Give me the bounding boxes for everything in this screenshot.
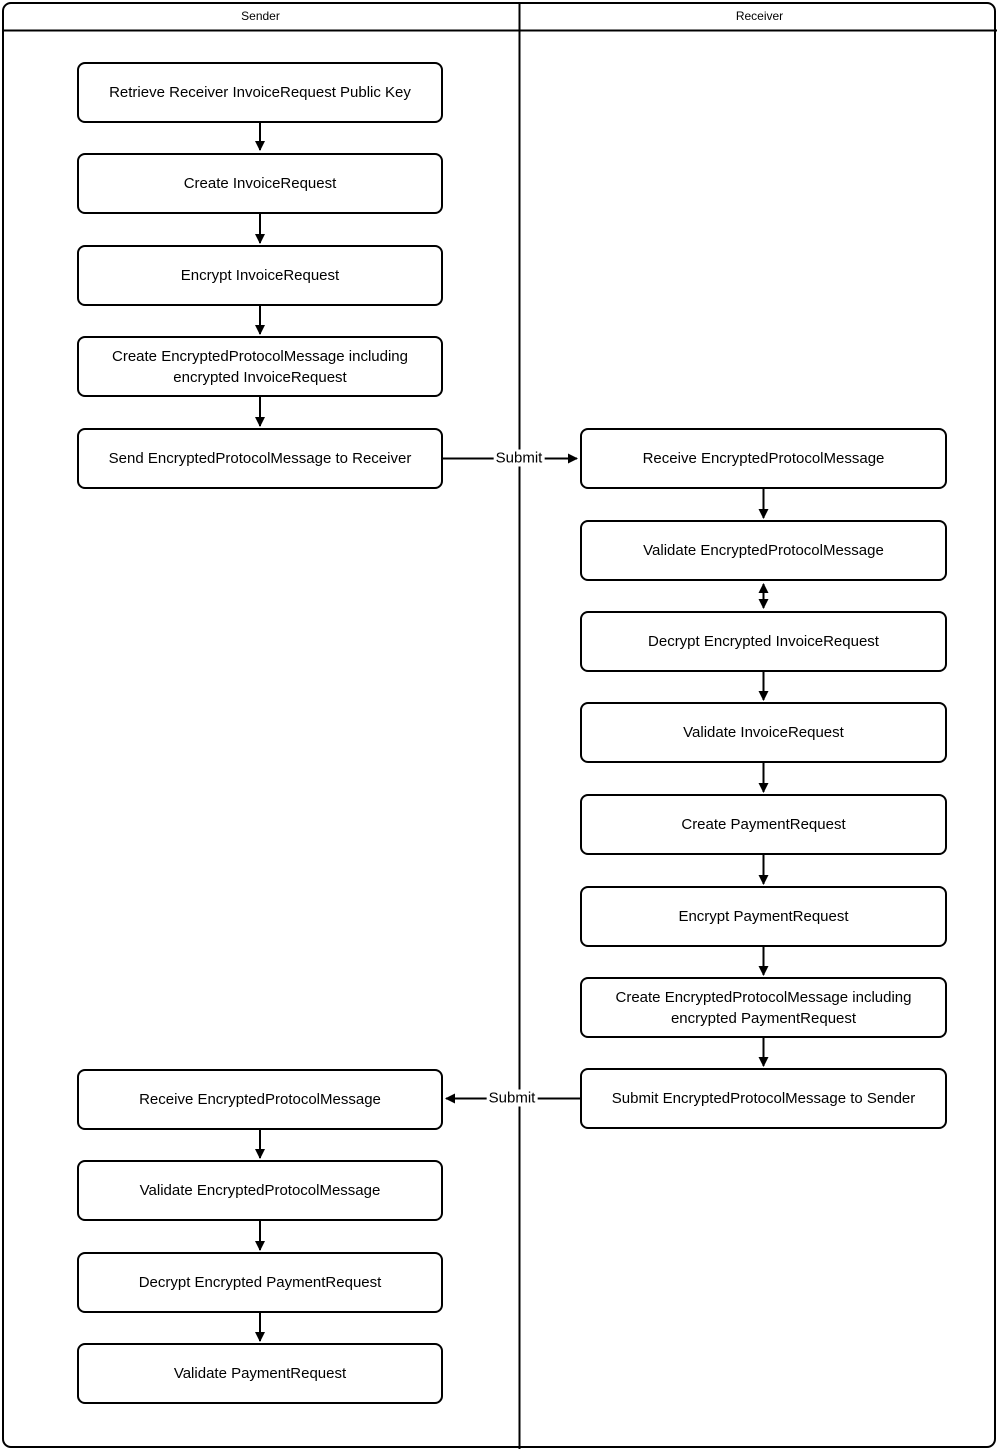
node-sender-validate-encryptedprotocolmessage: Validate EncryptedProtocolMessage <box>77 1160 443 1221</box>
node-decrypt-encrypted-paymentrequest: Decrypt Encrypted PaymentRequest <box>77 1252 443 1313</box>
lane-header-receiver: Receiver <box>735 9 784 23</box>
node-send-encryptedprotocolmessage-to-receiver: Send EncryptedProtocolMessage to Receiver <box>77 428 443 489</box>
lane-header-sender: Sender <box>241 9 280 23</box>
node-receiver-validate-encryptedprotocolmessage: Validate EncryptedProtocolMessage <box>580 520 947 581</box>
node-create-encryptedprotocolmessage-paymentrequest: Create EncryptedProtocolMessage including encrypted PaymentRequest <box>580 977 947 1038</box>
node-encrypt-invoicerequest: Encrypt InvoiceRequest <box>77 245 443 306</box>
node-validate-invoicerequest: Validate InvoiceRequest <box>580 702 947 763</box>
node-receiver-receive-encryptedprotocolmessage: Receive EncryptedProtocolMessage <box>580 428 947 489</box>
node-sender-receive-encryptedprotocolmessage: Receive EncryptedProtocolMessage <box>77 1069 443 1130</box>
node-retrieve-receiver-invoicerequest-public-key: Retrieve Receiver InvoiceRequest Public Key <box>77 62 443 123</box>
node-create-paymentrequest: Create PaymentRequest <box>580 794 947 855</box>
node-decrypt-encrypted-invoicerequest: Decrypt Encrypted InvoiceRequest <box>580 611 947 672</box>
edge-label-submit-to-receiver: Submit <box>495 449 543 467</box>
node-create-invoicerequest: Create InvoiceRequest <box>77 153 443 214</box>
node-submit-encryptedprotocolmessage-to-sender: Submit EncryptedProtocolMessage to Sender <box>580 1068 947 1129</box>
node-validate-paymentrequest: Validate PaymentRequest <box>77 1343 443 1404</box>
node-encrypt-paymentrequest: Encrypt PaymentRequest <box>580 886 947 947</box>
edge-label-submit-to-sender: Submit <box>488 1089 536 1107</box>
node-create-encryptedprotocolmessage-invoicerequest: Create EncryptedProtocolMessage including encrypted InvoiceRequest <box>77 336 443 397</box>
